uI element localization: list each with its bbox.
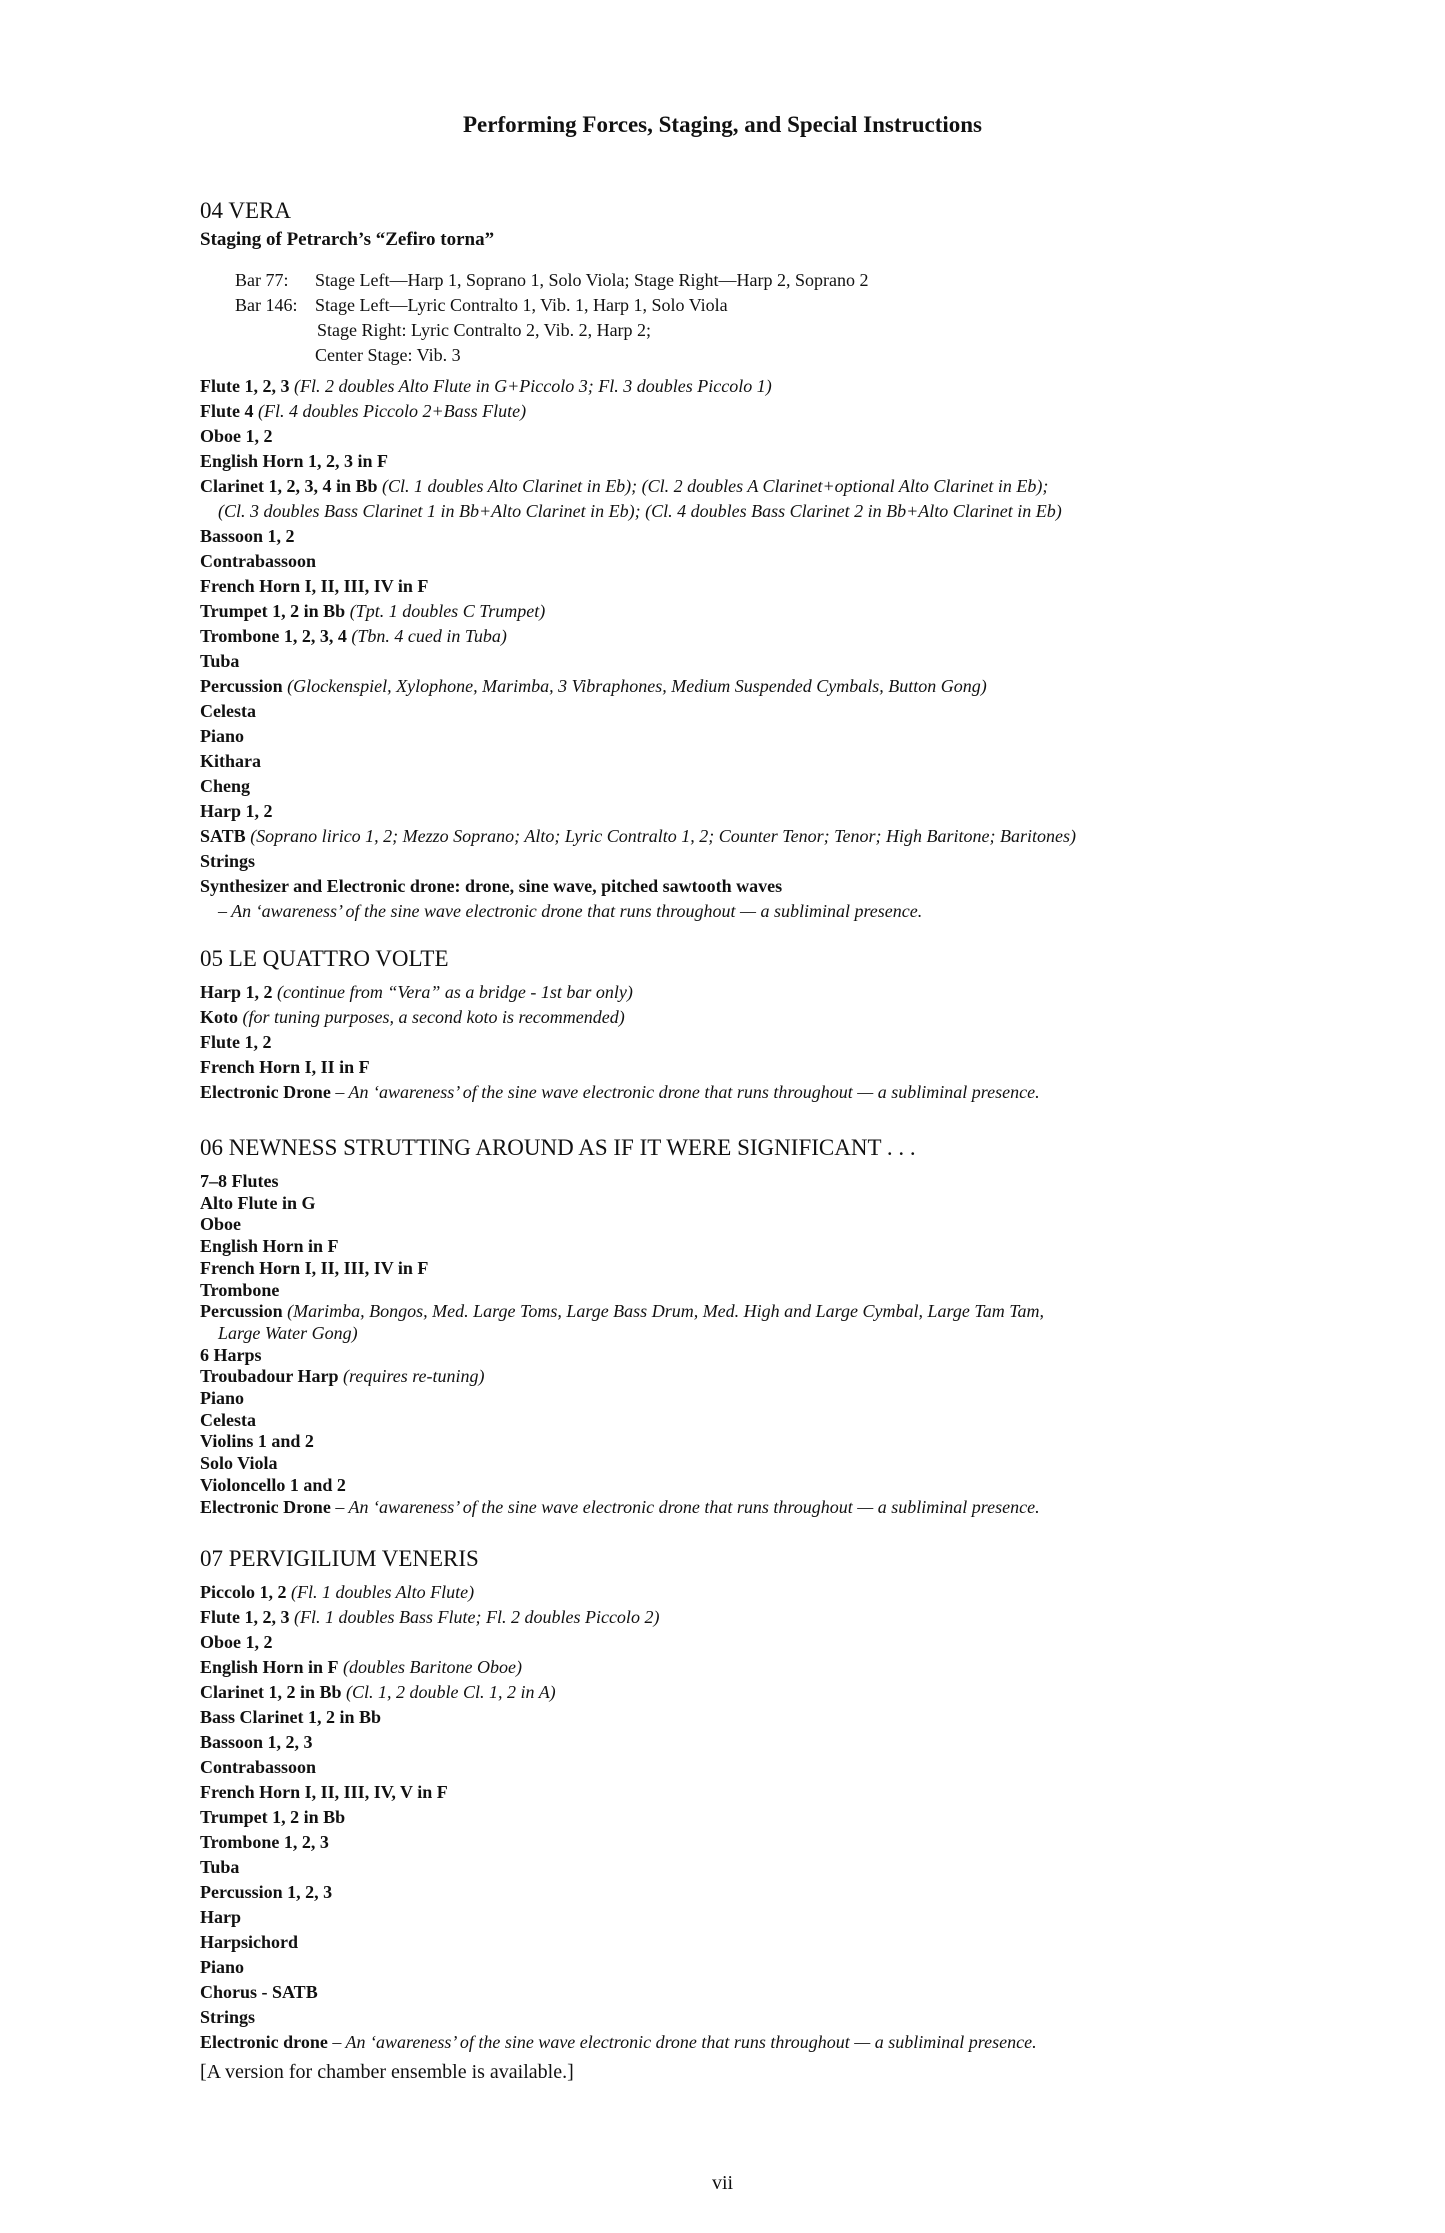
instrument-note: (Marimba, Bongos, Med. Large Toms, Large Bass Drum, Med. High and Large Cymbal, Large Tam Tam, <box>287 1301 1045 1322</box>
instrument-note: – An ‘awareness’ of the sine wave electronic drone that runs throughout — a subliminal presence. <box>218 901 923 921</box>
instrument-note: (Fl. 1 doubles Alto Flute) <box>290 1582 475 1602</box>
instrument-name: English Horn 1, 2, 3 in F <box>200 451 389 471</box>
instrument-item <box>200 399 1076 424</box>
instrument-name: Percussion 1, 2, 3 <box>200 1882 333 1902</box>
instrument-item <box>200 899 1076 924</box>
instrument-name: Oboe 1, 2 <box>200 1632 273 1652</box>
instrument-item <box>200 1605 1037 1630</box>
instrument-item <box>200 1193 1044 1215</box>
instrument-note: (Soprano lirico 1, 2; Mezzo Soprano; Alto; Lyric Contralto 1, 2; Counter Tenor; Tenor; High Baritone; Baritones) <box>250 826 1076 846</box>
instrument-name: Strings <box>200 2007 256 2027</box>
instrument-item <box>200 524 1076 549</box>
instrument-note: Large Water Gong) <box>218 1322 358 1343</box>
instrument-item <box>200 674 1076 699</box>
instrument-name: Cheng <box>200 776 251 796</box>
instrument-list <box>200 980 1040 1105</box>
instrument-item <box>200 1630 1037 1655</box>
instrument-note: (Cl. 1 doubles Alto Clarinet in Eb); (Cl. 2 doubles A Clarinet+optional Alto Clarinet in Eb); <box>382 476 1049 496</box>
instrument-note: – An ‘awareness’ of the sine wave electronic drone that runs throughout — a subliminal presence. <box>335 1082 1040 1102</box>
instrument-item <box>200 499 1076 524</box>
instrument-item <box>200 1830 1037 1855</box>
instrument-item <box>200 1171 1044 1193</box>
instrument-item <box>200 424 1076 449</box>
instrument-name: French Horn I, II, III, IV in F <box>200 576 429 596</box>
instrument-item <box>200 980 1040 1005</box>
instrument-note: (Tpt. 1 doubles C Trumpet) <box>349 601 546 621</box>
section-heading: 04 VERA <box>200 198 291 223</box>
instrument-note: – An ‘awareness’ of the sine wave electronic drone that runs throughout — a subliminal presence. <box>335 1496 1040 1517</box>
instrument-note: (Tbn. 4 cued in Tuba) <box>351 626 507 646</box>
instrument-name: Celesta <box>200 701 256 721</box>
instrument-item <box>200 2005 1037 2030</box>
instrument-name: Bass Clarinet 1, 2 in Bb <box>200 1707 382 1727</box>
instrument-item <box>200 2030 1037 2055</box>
bar-label: Bar 77: <box>235 270 289 290</box>
page-title: Performing Forces, Staging, and Special Instructions <box>463 112 982 137</box>
instrument-item <box>200 849 1076 874</box>
instrument-name: Violins 1 and 2 <box>200 1431 314 1452</box>
instrument-name: Chorus - SATB <box>200 1982 318 2002</box>
instrument-item <box>200 1580 1037 1605</box>
instrument-item <box>200 1755 1037 1780</box>
instrument-name: Clarinet 1, 2 in Bb <box>200 1682 342 1702</box>
instrument-name: Percussion <box>200 676 283 696</box>
instrument-name: Electronic Drone <box>200 1496 331 1517</box>
instrument-item <box>200 449 1076 474</box>
instrument-name: Koto <box>200 1007 238 1027</box>
instrument-item <box>200 1431 1044 1453</box>
instrument-item <box>200 1280 1044 1302</box>
instrument-name: SATB <box>200 826 246 846</box>
instrument-item <box>200 1453 1044 1475</box>
instrument-item <box>200 474 1076 499</box>
instrument-item <box>200 1705 1037 1730</box>
section-heading: 07 PERVIGILIUM VENERIS <box>200 1546 479 1571</box>
section-heading: 05 LE QUATTRO VOLTE <box>200 946 449 971</box>
instrument-name: Electronic Drone <box>200 1082 331 1102</box>
instrument-item <box>200 1410 1044 1432</box>
chamber-note: [A version for chamber ensemble is available.] <box>200 2061 574 2083</box>
instrument-name: Violoncello 1 and 2 <box>200 1474 346 1495</box>
instrument-name: Trombone <box>200 1279 280 1300</box>
instrument-name: Trombone 1, 2, 3 <box>200 1832 329 1852</box>
instrument-note: (Fl. 2 doubles Alto Flute in G+Piccolo 3; Fl. 3 doubles Piccolo 1) <box>294 376 772 396</box>
instrument-name: Bassoon 1, 2, 3 <box>200 1732 313 1752</box>
instrument-name: Trumpet 1, 2 in Bb <box>200 1807 346 1827</box>
instrument-item <box>200 1680 1037 1705</box>
instrument-item <box>200 1214 1044 1236</box>
instrument-name: Trumpet 1, 2 in Bb <box>200 601 346 621</box>
instrument-item <box>200 1323 1044 1345</box>
instrument-note: (Fl. 4 doubles Piccolo 2+Bass Flute) <box>258 401 527 421</box>
instrument-name: Harp 1, 2 <box>200 982 273 1002</box>
instrument-item <box>200 599 1076 624</box>
instrument-name: Piano <box>200 726 245 746</box>
instrument-note: – An ‘awareness’ of the sine wave electronic drone that runs throughout — a subliminal presence. <box>332 2032 1037 2052</box>
section-heading: 06 NEWNESS STRUTTING AROUND AS IF IT WERE SIGNIFICANT . . . <box>200 1135 916 1160</box>
instrument-name: 6 Harps <box>200 1344 262 1365</box>
instrument-item <box>200 374 1076 399</box>
instrument-name: Alto Flute in G <box>200 1192 316 1213</box>
instrument-item <box>200 1497 1044 1519</box>
instrument-name: French Horn I, II, III, IV in F <box>200 1257 429 1278</box>
instrument-name: Clarinet 1, 2, 3, 4 in Bb <box>200 476 378 496</box>
instrument-name: Kithara <box>200 751 261 771</box>
instrument-item <box>200 749 1076 774</box>
bar-77 <box>235 268 1076 293</box>
instrument-item <box>200 649 1076 674</box>
instrument-name: Oboe 1, 2 <box>200 426 273 446</box>
instrument-name: Contrabassoon <box>200 551 317 571</box>
bar-text: Stage Left—Harp 1, Soprano 1, Solo Viola; Stage Right—Harp 2, Soprano 2 <box>315 270 869 290</box>
instrument-item <box>200 1905 1037 1930</box>
instrument-note: (Cl. 3 doubles Bass Clarinet 1 in Bb+Alto Clarinet in Eb); (Cl. 4 doubles Bass Clarinet 2 in Bb+Alto Clarinet in Eb) <box>218 501 1062 521</box>
instrument-name: Troubadour Harp <box>200 1366 339 1387</box>
instrument-item <box>200 1236 1044 1258</box>
instrument-item <box>200 774 1076 799</box>
bar-146 <box>235 293 1076 318</box>
instrument-item <box>200 799 1076 824</box>
instrument-item <box>200 1055 1040 1080</box>
instrument-item <box>200 1655 1037 1680</box>
instrument-item <box>200 824 1076 849</box>
instrument-name: Solo Viola <box>200 1453 278 1474</box>
instrument-name: Strings <box>200 851 256 871</box>
bar-label: Bar 146: <box>235 295 298 315</box>
instrument-item <box>200 574 1076 599</box>
instrument-list <box>200 1171 1044 1518</box>
instrument-name: Oboe <box>200 1214 242 1235</box>
page-number: vii <box>711 2172 734 2194</box>
instrument-item <box>200 1475 1044 1497</box>
instrument-name: Flute 4 <box>200 401 254 421</box>
instrument-name: Harp 1, 2 <box>200 801 273 821</box>
instrument-item <box>200 1980 1037 2005</box>
instrument-name: 7–8 Flutes <box>200 1171 279 1191</box>
instrument-name: Synthesizer and Electronic drone: drone, sine wave, pitched sawtooth waves <box>200 876 783 896</box>
instrument-list <box>200 1580 1037 2055</box>
instrument-item <box>200 1855 1037 1880</box>
instrument-name: Celesta <box>200 1409 256 1430</box>
instrument-note: (for tuning purposes, a second koto is recommended) <box>242 1007 625 1027</box>
bar-text: Stage Left—Lyric Contralto 1, Vib. 1, Harp 1, Solo Viola <box>315 295 728 315</box>
instrument-name: Harpsichord <box>200 1932 299 1952</box>
staging-bars <box>235 268 1076 368</box>
bar-text: Center Stage: Vib. 3 <box>315 345 461 365</box>
instrument-item <box>200 1930 1037 1955</box>
instrument-name: Electronic drone <box>200 2032 328 2052</box>
instrument-note: (doubles Baritone Oboe) <box>343 1657 523 1677</box>
instrument-item <box>200 1005 1040 1030</box>
instrument-note: (requires re-tuning) <box>343 1366 485 1387</box>
instrument-item <box>200 1730 1037 1755</box>
instrument-item <box>200 549 1076 574</box>
instrument-item <box>200 1780 1037 1805</box>
instrument-name: Tuba <box>200 1857 240 1877</box>
instrument-name: Flute 1, 2, 3 <box>200 376 290 396</box>
instrument-note: (Glockenspiel, Xylophone, Marimba, 3 Vibraphones, Medium Suspended Cymbals, Button Gong) <box>287 676 987 696</box>
instrument-name: Contrabassoon <box>200 1757 317 1777</box>
instrument-item <box>200 874 1076 899</box>
instrument-name: Trombone 1, 2, 3, 4 <box>200 626 347 646</box>
instrument-name: Piano <box>200 1388 245 1409</box>
instrument-name: Flute 1, 2 <box>200 1032 272 1052</box>
instrument-list <box>200 374 1076 924</box>
instrument-item <box>200 1345 1044 1367</box>
instrument-name: French Horn I, II, III, IV, V in F <box>200 1782 448 1802</box>
section-le-quattro-volte <box>200 946 1040 1105</box>
instrument-item <box>200 1258 1044 1280</box>
instrument-item <box>200 724 1076 749</box>
staging-title: Staging of Petrarch’s “Zefiro torna” <box>200 229 495 250</box>
instrument-note: (continue from “Vera” as a bridge - 1st bar only) <box>277 982 633 1002</box>
instrument-name: Piano <box>200 1957 245 1977</box>
instrument-item <box>200 1030 1040 1055</box>
instrument-note: (Fl. 1 doubles Bass Flute; Fl. 2 doubles Piccolo 2) <box>294 1607 660 1627</box>
instrument-item <box>200 1955 1037 1980</box>
instrument-note: (Cl. 1, 2 double Cl. 1, 2 in A) <box>346 1682 556 1702</box>
section-pervigilium-veneris <box>200 1546 1037 2084</box>
instrument-item <box>200 1366 1044 1388</box>
instrument-item <box>200 1301 1044 1323</box>
instrument-item <box>200 699 1076 724</box>
section-newness <box>200 1135 1044 1518</box>
instrument-name: Percussion <box>200 1301 283 1322</box>
instrument-name: English Horn in F <box>200 1657 339 1677</box>
bar-text: Stage Right: Lyric Contralto 2, Vib. 2, Harp 2; <box>317 320 652 340</box>
instrument-name: Flute 1, 2, 3 <box>200 1607 290 1627</box>
instrument-item <box>200 624 1076 649</box>
instrument-name: Bassoon 1, 2 <box>200 526 295 546</box>
instrument-item <box>200 1880 1037 1905</box>
instrument-name: French Horn I, II in F <box>200 1057 370 1077</box>
instrument-name: English Horn in F <box>200 1236 339 1257</box>
instrument-name: Harp <box>200 1907 242 1927</box>
instrument-name: Tuba <box>200 651 240 671</box>
section-vera <box>200 198 1076 924</box>
instrument-item <box>200 1080 1040 1105</box>
instrument-item <box>200 1388 1044 1410</box>
instrument-item <box>200 1805 1037 1830</box>
instrument-name: Piccolo 1, 2 <box>200 1582 287 1602</box>
